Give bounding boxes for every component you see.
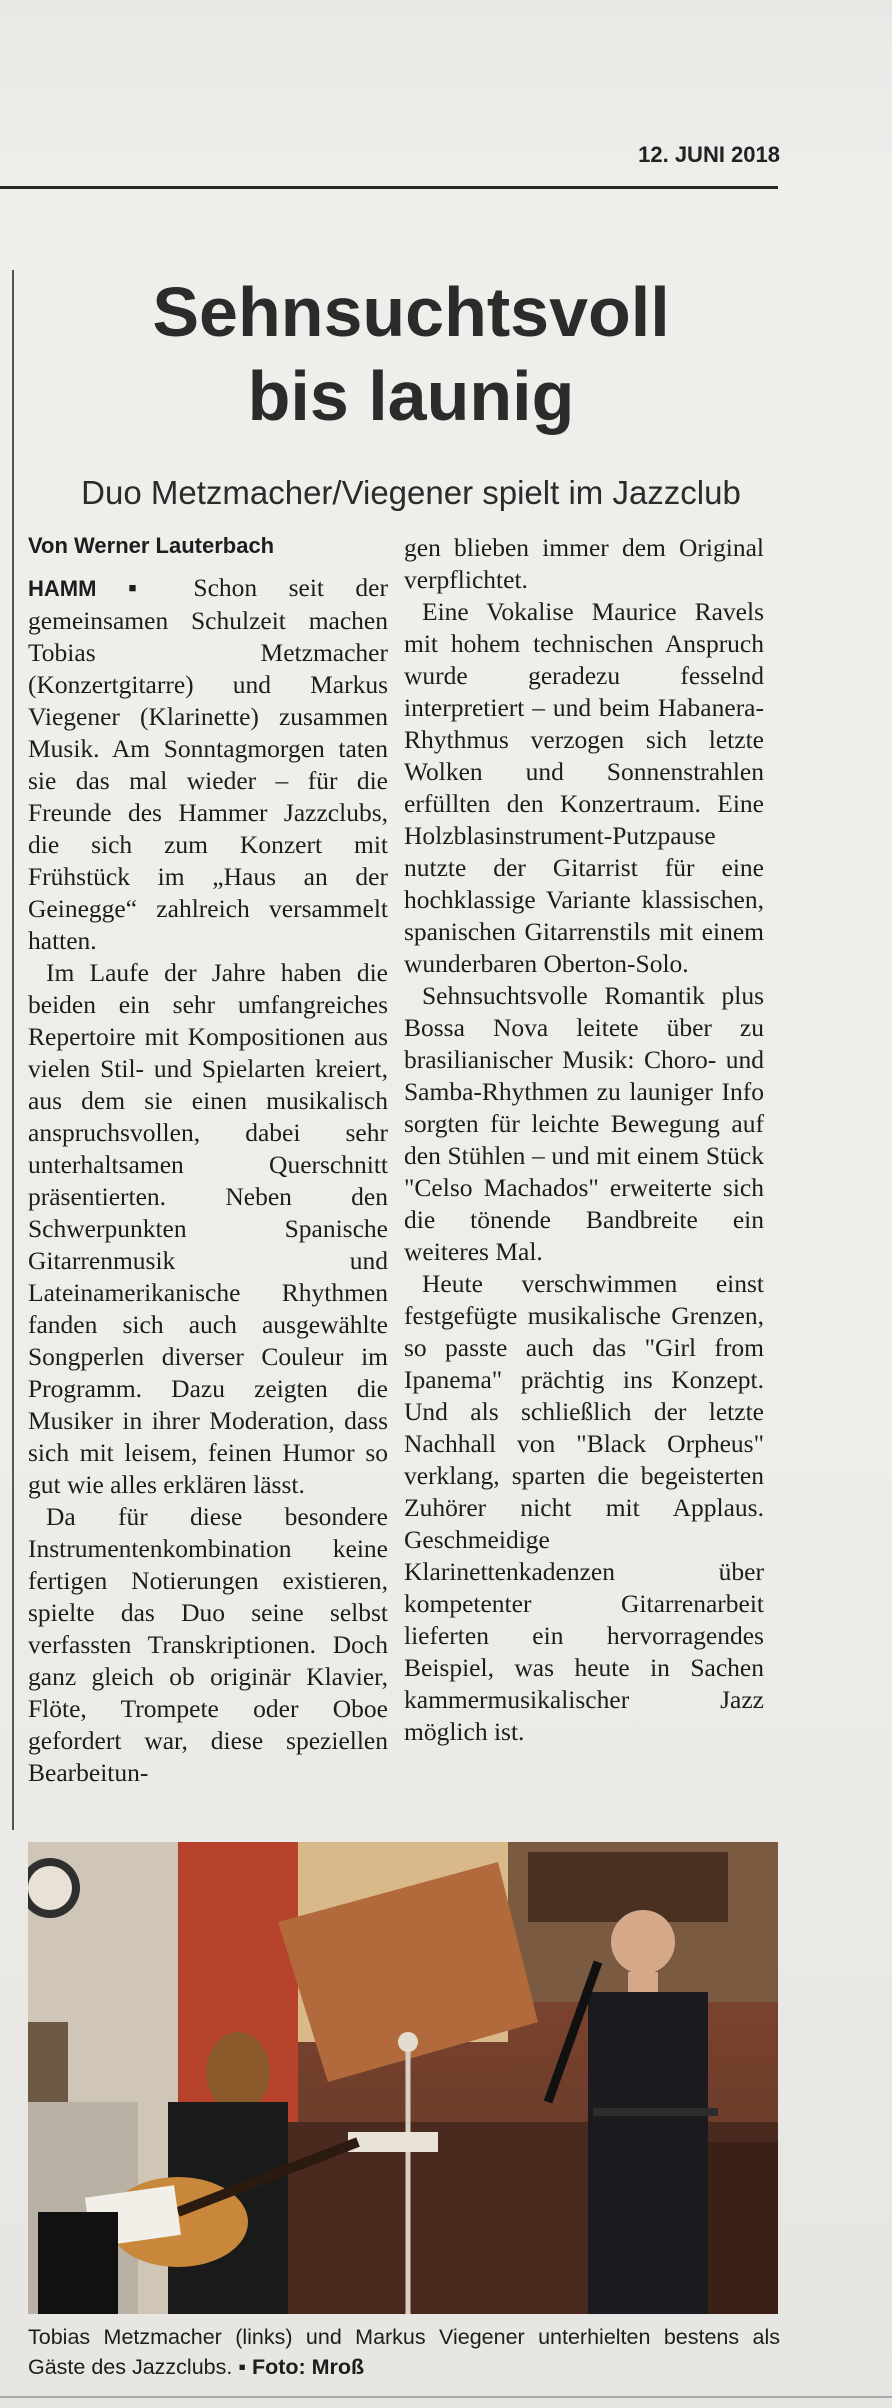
paragraph: gen blieben immer dem Original verpflichtet. (404, 533, 764, 594)
header-rule (0, 186, 778, 189)
concert-photo-illustration (28, 1842, 778, 2314)
headline (26, 270, 796, 438)
paragraph: Heute verschwimmen einst festgefügte musikalische Grenzen, so passte auch das "Girl from Ipanema" prächtig ins Konzept. Und als schließlich der letzte Nachhall von "Black Orpheus" verklang, sparten die begeisterten Zuhörer nicht mit Applaus. Geschmeidige Klarinettenkadenzen über kompetenter Gitarrenarbeit lieferten ein hervorragendes Beispiel, was heute in Sachen kammermusikalischer Jazz möglich ist. (404, 1269, 764, 1746)
paragraph: HAMM ▪ Schon seit der gemeinsamen Schulzeit machen Tobias Metzmacher (Konzertgitarre) und Markus Viegener (Klarinette) zusammen Musik. Am Sonntagmorgen taten sie das mal wieder – für die Freunde des Hammer Jazzclubs, die sich zum Konzert mit Frühstück im „Haus an der Geinegge“ zahlreich versammelt hatten. (28, 573, 388, 955)
concert-photo (28, 1842, 778, 2314)
article-column-2 (404, 532, 764, 1748)
paragraph-text: Schon seit der gemeinsamen Schulzeit machen Tobias Metzmacher (Konzertgitarre) und Markus Viegener (Klarinette) zusammen Musik. Am Sonntagmorgen taten sie das mal wieder – für die Freunde des Hammer Jazzclubs, die sich zum Konzert mit Frühstück im „Haus an der Geinegge“ zahlreich versammelt hatten. (28, 573, 388, 955)
photo-credit-text: Foto: Mroß (251, 2355, 365, 2379)
caption-text: Tobias Metzmacher (links) und Markus Viegener unterhielten bestens als Gäste des Jazzclubs. (28, 2325, 780, 2379)
paragraph: Da für diese besondere Instrumentenkombination keine fertigen Notierungen existieren, spielte das Duo seine selbst verfassten Transkriptionen. Doch ganz gleich ob originär Klavier, Flöte, Trompete oder Oboe gefordert war, diese speziellen Bearbeitun- (28, 1502, 388, 1787)
headline-line-1: Sehnsuchtsvoll (152, 273, 670, 351)
photo-caption (28, 2322, 780, 2382)
dateline: HAMM (28, 576, 97, 601)
photo-credit: ▪ Foto: Mroß (238, 2355, 365, 2379)
article-column-1 (28, 532, 388, 1789)
paragraph: Eine Vokalise Maurice Ravels mit hohem technischen Anspruch wurde geradezu fesselnd interpretiert – und beim Habanera-Rhythmus verzogen sich letzte Wolken und Sonnenstrahlen erfüllten den Konzertraum. Eine Holzblasinstrument-Putzpause nutzte der Gitarrist für eine hochklassige Variante klassischen, spanischen Gitarrenstils mit einem wunderbaren Oberton-Solo. (404, 597, 764, 978)
subheadline: Duo Metzmacher/Viegener spielt im Jazzclub (81, 474, 741, 511)
issue-date: 12. JUNI 2018 (638, 142, 780, 167)
paragraph: Im Laufe der Jahre haben die beiden ein sehr umfangreiches Repertoire mit Kompositionen aus vielen Stil- und Spielarten kreiert, aus dem sie einen musikalisch anspruchsvollen, dabei sehr unterhaltsamen Querschnitt präsentierten. Neben den Schwerpunkten Spanische Gitarrenmusik und Lateinamerikanische Rhythmen fanden sich auch ausgewählte Songperlen diverser Couleur im Programm. Dazu zeigten die Musiker in ihrer Moderation, dass sich mit leisem, feinen Humor so gut wie alles erklären lässt. (28, 958, 388, 1499)
headline-line-2: bis launig (247, 357, 575, 435)
byline: Von Werner Lauterbach (28, 533, 275, 558)
paragraph: Sehnsuchtsvolle Romantik plus Bossa Nova leitete über zu brasilianischer Musik: Choro- und Samba-Rhythmen zu launiger Info sorgten für leichte Bewegung auf den Stühlen – und mit einem Stück "Celso Machados" erweiterte sich die tönende Bandbreite ein weiteres Mal. (404, 981, 764, 1266)
bottom-rule (0, 2396, 892, 2398)
